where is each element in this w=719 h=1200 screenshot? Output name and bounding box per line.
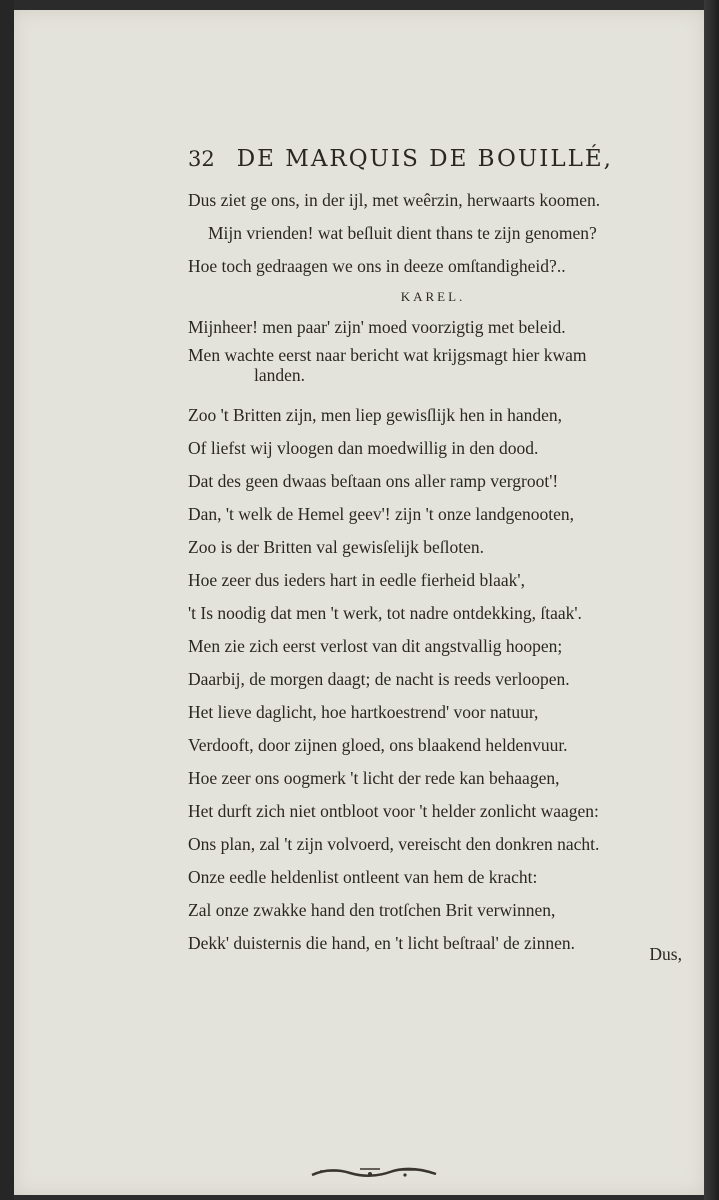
- verse-text: [188, 184, 683, 960]
- running-title: DE MARQUIS DE BOUILLÉ,: [236, 146, 613, 172]
- verse-line: Verdooft, door zijnen gloed, ons blaakend heldenvuur.: [188, 735, 568, 755]
- verse-line: Het lieve daglicht, hoe hartkoestrend' voor natuur,: [188, 702, 539, 722]
- catchword: Dus,: [649, 944, 682, 964]
- verse-line: Mijn vrienden! wat beſluit dient thans te zijn genomen?: [208, 223, 597, 243]
- verse-line: Of liefst wij vloogen dan moedwillig in den dood.: [188, 438, 539, 458]
- verse-line: Zoo is der Britten val gewisſelijk beſloten.: [188, 537, 484, 557]
- verse-line: Dekk' duisternis die hand, en 't licht beſtraal' de zinnen.: [188, 933, 576, 953]
- verse-line: Hoe zeer ons oogmerk 't licht der rede kan behaagen,: [188, 768, 560, 788]
- verse-line: Zoo 't Britten zijn, men liep gewisſlijk hen in handen,: [188, 405, 562, 425]
- verse-line: Hoe toch gedraagen we ons in deeze omſtandigheid?..: [188, 256, 566, 276]
- verse-line: 't Is noodig dat men 't werk, tot nadre ontdekking, ſtaak'.: [188, 603, 582, 623]
- verse-line: Men wachte eerst naar bericht wat krijgsmagt hier kwam: [188, 345, 587, 365]
- verse-line: Hoe zeer dus ieders hart in eedle fierheid blaak',: [188, 570, 525, 590]
- scan-right-border: [704, 0, 719, 1200]
- verse-line: Dat des geen dwaas beſtaan ons aller ramp vergroot'!: [188, 471, 559, 491]
- page-header: [188, 146, 658, 182]
- speaker-name: KAREL.: [400, 289, 466, 304]
- verse-line: Daarbij, de morgen daagt; de nacht is reeds verloopen.: [188, 669, 570, 689]
- verse-line: Het durft zich niet ontbloot voor 't helder zonlicht waagen:: [188, 801, 599, 821]
- page-number: 32: [188, 147, 215, 171]
- verse-line: Ons plan, zal 't zijn volvoerd, vereischt den donkren nacht.: [188, 834, 600, 854]
- scan-left-border: [0, 0, 14, 1200]
- verse-line: Dus ziet ge ons, in der ijl, met weêrzin, herwaarts koomen.: [188, 190, 601, 210]
- printer-ornament-icon: [310, 1163, 440, 1179]
- verse-line-continuation: landen.: [254, 365, 306, 385]
- verse-line: Mijnheer! men paar' zijn' moed voorzigtig met beleid.: [188, 317, 566, 337]
- verse-line: Dan, 't welk de Hemel geev'! zijn 't onze landgenooten,: [188, 504, 575, 524]
- verse-line: Zal onze zwakke hand den trotſchen Brit verwinnen,: [188, 900, 556, 920]
- verse-line: Onze eedle heldenlist ontleent van hem de kracht:: [188, 867, 538, 887]
- verse-line: Men zie zich eerst verlost van dit angstvallig hoopen;: [188, 636, 563, 656]
